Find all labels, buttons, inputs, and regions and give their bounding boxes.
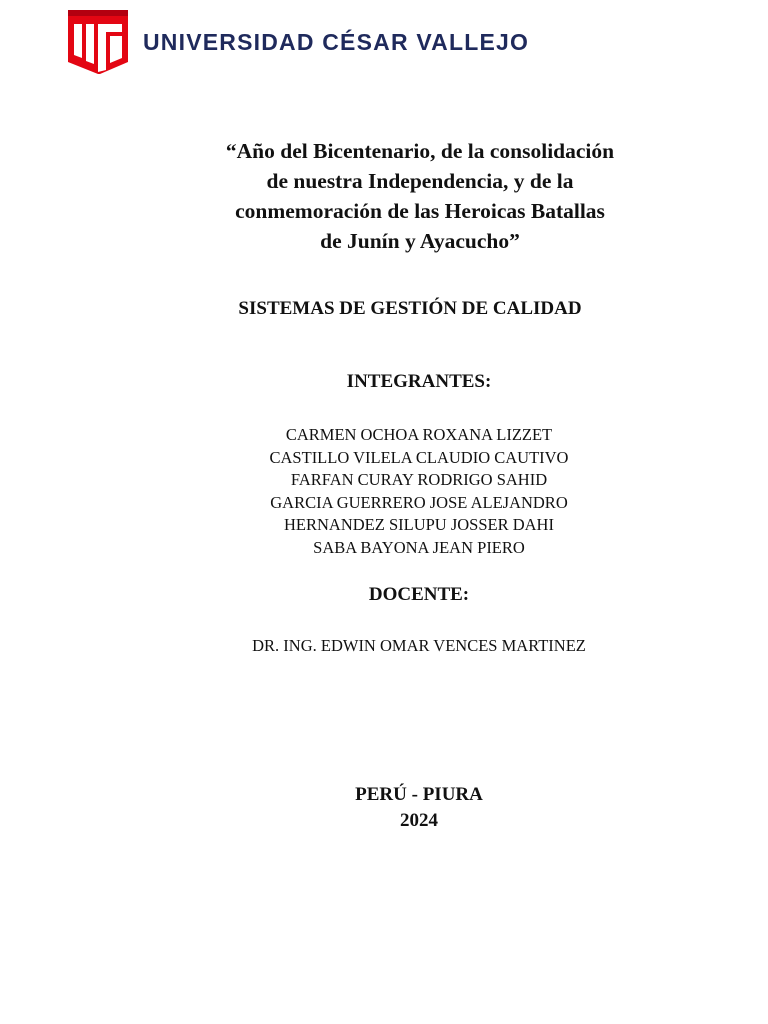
- motto-line: de nuestra Independencia, y de la: [266, 169, 574, 193]
- member-name: CASTILLO VILELA CLAUDIO CAUTIVO: [269, 447, 569, 467]
- motto-line: conmemoración de las Heroicas Batallas: [235, 199, 605, 223]
- member-name: SABA BAYONA JEAN PIERO: [313, 537, 525, 557]
- year: 2024: [400, 810, 438, 831]
- motto-block: [211, 136, 629, 256]
- members-heading: INTEGRANTES:: [346, 371, 492, 392]
- ucv-shield-logo-icon: [68, 10, 128, 74]
- member-name: HERNANDEZ SILUPU JOSSER DAHI: [284, 515, 554, 535]
- course-title: SISTEMAS DE GESTIÓN DE CALIDAD: [238, 298, 582, 319]
- place: PERÚ - PIURA: [355, 784, 483, 805]
- member-name: CARMEN OCHOA ROXANA LIZZET: [285, 425, 553, 444]
- teacher-heading: DOCENTE:: [368, 584, 470, 605]
- member-name: GARCIA GUERRERO JOSE ALEJANDRO: [270, 492, 568, 512]
- place-and-year: [0, 782, 768, 834]
- members-list: [0, 424, 768, 560]
- header: [68, 10, 530, 76]
- university-name: UNIVERSIDAD CÉSAR VALLEJO: [143, 29, 530, 55]
- motto-line: de Junín y Ayacucho”: [320, 229, 520, 253]
- member-name: FARFAN CURAY RODRIGO SAHID: [290, 470, 548, 490]
- motto-line: “Año del Bicentenario, de la consolidación: [225, 139, 615, 163]
- teacher-name: DR. ING. EDWIN OMAR VENCES MARTINEZ: [252, 636, 586, 655]
